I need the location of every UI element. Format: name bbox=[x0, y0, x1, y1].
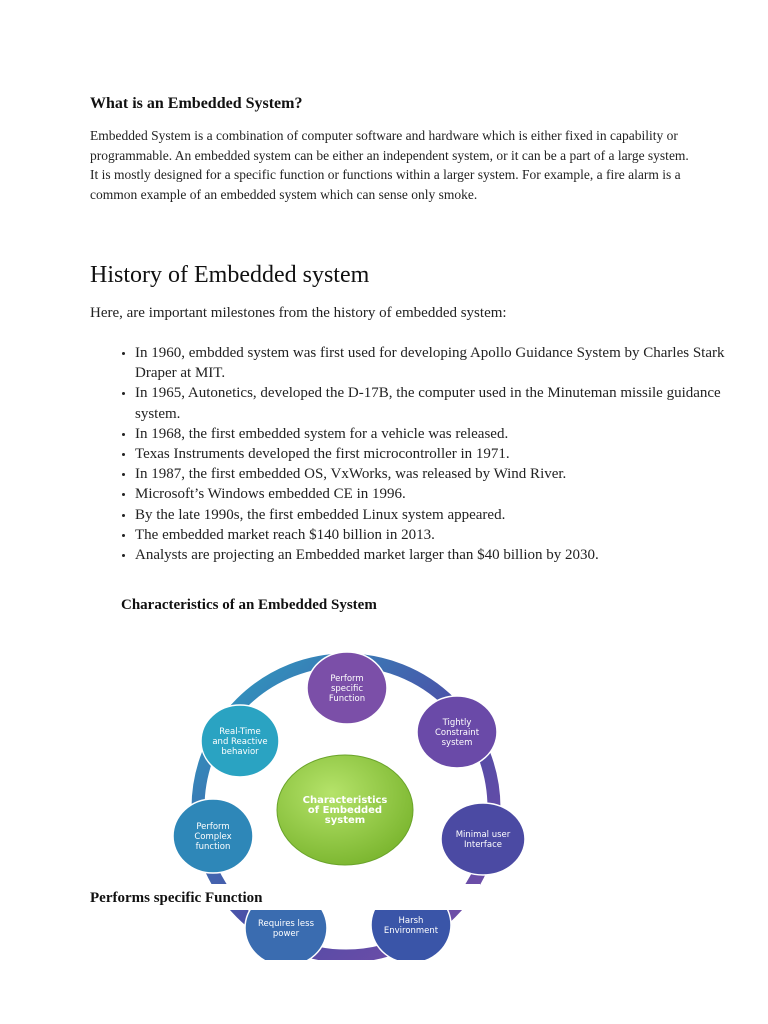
diagram-node-label: Perform Complex function bbox=[194, 822, 232, 852]
list-item: • The embedded market reach $140 billion in 2013. bbox=[135, 525, 735, 545]
section-heading-what-is: What is an Embedded System? bbox=[90, 95, 303, 112]
diagram-node-label: Perform specific Function bbox=[328, 674, 366, 704]
list-item: • In 1965, Autonetics, developed the D-17B, the computer used in the Minuteman missile guidance system. bbox=[135, 383, 735, 423]
diagram-node bbox=[307, 652, 387, 724]
list-item: • In 1987, the first embedded OS, VxWorks, was released by Wind River. bbox=[135, 464, 735, 484]
diagram-node bbox=[201, 705, 279, 777]
diagram-node-label: Minimal user Interface bbox=[455, 830, 511, 850]
history-lead: Here, are important milestones from the history of embedded system: bbox=[90, 305, 507, 321]
list-item: • Analysts are projecting an Embedded market larger than $40 billion by 2030. bbox=[135, 545, 735, 565]
list-item: • In 1968, the first embedded system for a vehicle was released. bbox=[135, 424, 735, 444]
diagram-node bbox=[441, 803, 525, 875]
list-item: • In 1960, embdded system was first used for developing Apollo Guidance System by Charles Stark Draper at MIT. bbox=[135, 343, 735, 383]
intro-paragraph: Embedded System is a combination of computer software and hardware which is either fixed in capability or programmable. An embedded system can be either an independent system, or it can be a part of a large system. It is mostly designed for a specific function or functions within a larger system. For example, a fire alarm is a common example of an embedded system which can sense only smoke. bbox=[90, 128, 689, 202]
section-heading-characteristics: Characteristics of an Embedded System bbox=[121, 597, 377, 613]
section-heading-performs: Performs specific Function bbox=[90, 890, 263, 906]
diagram-node-label: Requires less power bbox=[257, 919, 315, 939]
diagram-node-label: Harsh Environment bbox=[383, 916, 439, 936]
milestone-list bbox=[112, 343, 735, 565]
diagram-node bbox=[173, 799, 253, 873]
diagram-node bbox=[417, 696, 497, 768]
characteristics-diagram bbox=[160, 640, 540, 960]
diagram-node-label: Real-Time and Reactive behavior bbox=[212, 727, 268, 757]
diagram-node-label: Tightly Constraint system bbox=[434, 718, 480, 748]
list-item: • Texas Instruments developed the first microcontroller in 1971. bbox=[135, 444, 735, 464]
list-item: • Microsoft’s Windows embedded CE in 1996. bbox=[135, 484, 735, 504]
list-item: • By the late 1990s, the first embedded Linux system appeared. bbox=[135, 505, 735, 525]
diagram-center-node bbox=[277, 755, 413, 865]
section-heading-history: History of Embedded system bbox=[90, 262, 370, 288]
diagram-center-label: Characteristics of Embedded system bbox=[302, 795, 388, 826]
